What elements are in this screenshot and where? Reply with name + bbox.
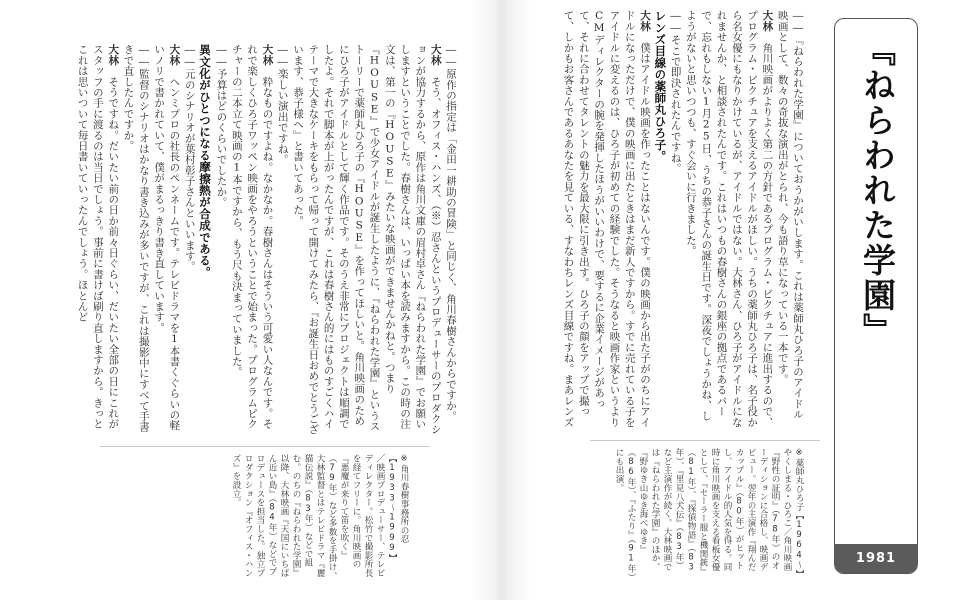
- note-divider: [100, 446, 430, 447]
- year-badge: 1981: [834, 544, 918, 574]
- paragraph-text: そうですね。だいたい前の日か前々日ぐらい、だいたい全部の日にこれがスタッフの手に渡るのは当日でしょう。事前に書けば刷り直しますから。きっとこれは思いついて毎日書いていったんでしょう。ほとんど: [76, 44, 120, 430]
- paragraph: [212, 44, 213, 436]
- paragraph: [213, 44, 228, 436]
- paragraph: [120, 44, 151, 436]
- paragraph: [74, 44, 120, 436]
- speaker-label: 大林: [107, 44, 120, 66]
- paragraph-text: ――そこで即決されたんですね。: [669, 10, 682, 174]
- note-divider: [590, 440, 820, 441]
- paragraph-text: 角川映画がよりよく第二の方針であるプログラム・ピクチュアに進出するので、プログラム・ピクチュアを支えるアイドルがほしい。うちの薬師丸ひろ子は、名子役から名女優にもなりかけているが、アイドルではない。大林さん、ひろ子がアイドルになれませんか、と相談されたんです。これはいつもの春樹さんの銀座の拠点であるバーで、忘れもしない1月25日、うちの恭子さんの誕生日です。深夜でしょうかね、しようがないと思いつつも、すぐ会いに行きました。: [684, 10, 774, 428]
- paragraph: [683, 10, 775, 428]
- speaker-label: 大林: [761, 10, 774, 32]
- paragraph: [443, 44, 458, 436]
- paragraph-text: ――『ねらわれた学園』についておうかがいします。これは薬師丸ひろ子のアイドル映画として、数々の奇抜な演出がとられ、今も語り草になっている一本です。: [776, 10, 804, 420]
- paragraph-text: ――監督のシナリオはかなり書き込みが多いですが、これは撮影中にすべて手書きで直したんですか。: [122, 44, 150, 433]
- paragraph-text: そう、オフィス・ハンズ、（※）忍さんというプロデューサーのプロダクションが協力するから、原作は角川文庫の眉村卓さん『ねらわれた学園』でお願いしますということでした。春樹さんは、いっぱい本を読みますから。この時の注文は、第一の『HOUSE』みたいな映画ができませんかねと。つまり『HOUSE』で少女アイドルが誕生したように、『ねらわれた学園』というストーリーで薬師丸ひろ子の『HOUSE』を作ってほしいと。角川映画のためにひろ子がアイドルとして輝く作品です。そのうえ非常にプロジェクトは順調でしたよ。それで脚本が上がったんですが、これは春樹さん的にはものすごくハイテーマで大きなケーキをもらって帰って開けてみたら、『お誕生日おめでとうございます、恭子様へ』と書いてあった。: [292, 44, 442, 435]
- speaker-label: 大林: [168, 44, 181, 66]
- paragraph: [560, 10, 652, 428]
- left-page-main-text-continued: [28, 44, 212, 436]
- right-page-footnote: ※薬師丸ひろ子【1964〜】やくしまる・ひろこ／角川映画『野性の証明』（78年）のオーディションに合格し、映画デビュー。翌年の主演作『翔んだカップル』（80年）がヒットし、アイドル的人気を得る。同時に角川映画を支える看板女優として、『セーラー服と機関銃』（81年）、『探偵物語』（83年）、『里見八犬伝』（83年）など主演作が続く。大林映画では『ねらわれた学園』のほか、『野ゆき山ゆき海べゆき』（86年）、『ふたり』（91年）にも出演。: [614, 448, 804, 578]
- paragraph-text: ――楽しい演出ですね。: [276, 44, 289, 165]
- right-page-main-text: [560, 10, 805, 428]
- paragraph: [181, 44, 196, 436]
- paragraph: [229, 44, 275, 436]
- paragraph: [151, 44, 182, 436]
- paragraph-text: ――元のシナリオが葉村彰子さんといいます。: [183, 44, 196, 272]
- paragraph-text: 粋なものですよね。なかなか。春樹さんはそういう可愛い人なんです。それで楽しくひろ子ワッペン映画をやろうということで始まった。プログラムピクチャーの二本立て映画の1本ですから、もう尺も決まっていました。: [230, 44, 274, 430]
- film-title: 『ねらわれた学園』: [858, 33, 897, 348]
- paragraph: [774, 10, 805, 428]
- left-page-main-text: [212, 44, 458, 436]
- paragraph: [274, 44, 289, 436]
- paragraph-text: ヘンミプロの社長のペンネームです。テレビドラマを1本書くぐらいの軽いノリで書かれていて、僕がまるっきり書き直しています。: [153, 44, 181, 431]
- section-heading: レンズ目線の薬師丸ひろ子。: [653, 10, 668, 163]
- film-title-panel: [834, 18, 918, 574]
- speaker-label: 大林: [639, 10, 652, 32]
- section-heading: 異文化がひとつになる摩擦熱が合成である。: [198, 44, 212, 278]
- speaker-label: 大林: [429, 44, 442, 66]
- paragraph-text: ――原作の指定は「金田一耕助の冒険」と同じく、角川春樹さんからですか。: [445, 44, 457, 422]
- book-gutter: [472, 0, 532, 600]
- paragraph-text: 僕はアイドル映画を作ったことはないんです。僕の映画から出た子がのちにアイドルになっただけで、僕の映画に出たときはまだ新人ですから。すでに売れている子をアイドルに変えるのは、ひろ子が初めての経験でした。そうなると映画作家というよりCMディレクターの腕を発揮したほうがいいわけで、要するに企業イメージがあって、それに合わせてタレントの魅力を最大限に引き出す。ひろ子の顔をアップで撮って、しかもお客さんであるあなたを見ている、すなわちレンズ目線ですね。まあレンズ: [562, 10, 652, 428]
- speaker-label: 大林: [261, 44, 274, 66]
- paragraph: [290, 44, 443, 436]
- paragraph-text: ――予算はどのくらいでしたか。: [215, 44, 228, 208]
- left-page-footnote: ※角川春樹事務所の忍【1933〜1999】 ／映画プロデューサー、テレビディレクター。松竹で撮影所長を経てフリーに。角川映画の『悪魔が来りて笛を吹く』（79年）など多数を手掛け、大林監督とはテレビドラマ『麗猫伝説』（83年）などで組む。のちの『ねらわれた学園』以降、大林映画『天国にいちばん近い島』（84年）などでプロデュースを担当した。独立プロダクション『オフィス・ハンズ』を設立。: [231, 454, 409, 580]
- paragraph: [667, 10, 682, 428]
